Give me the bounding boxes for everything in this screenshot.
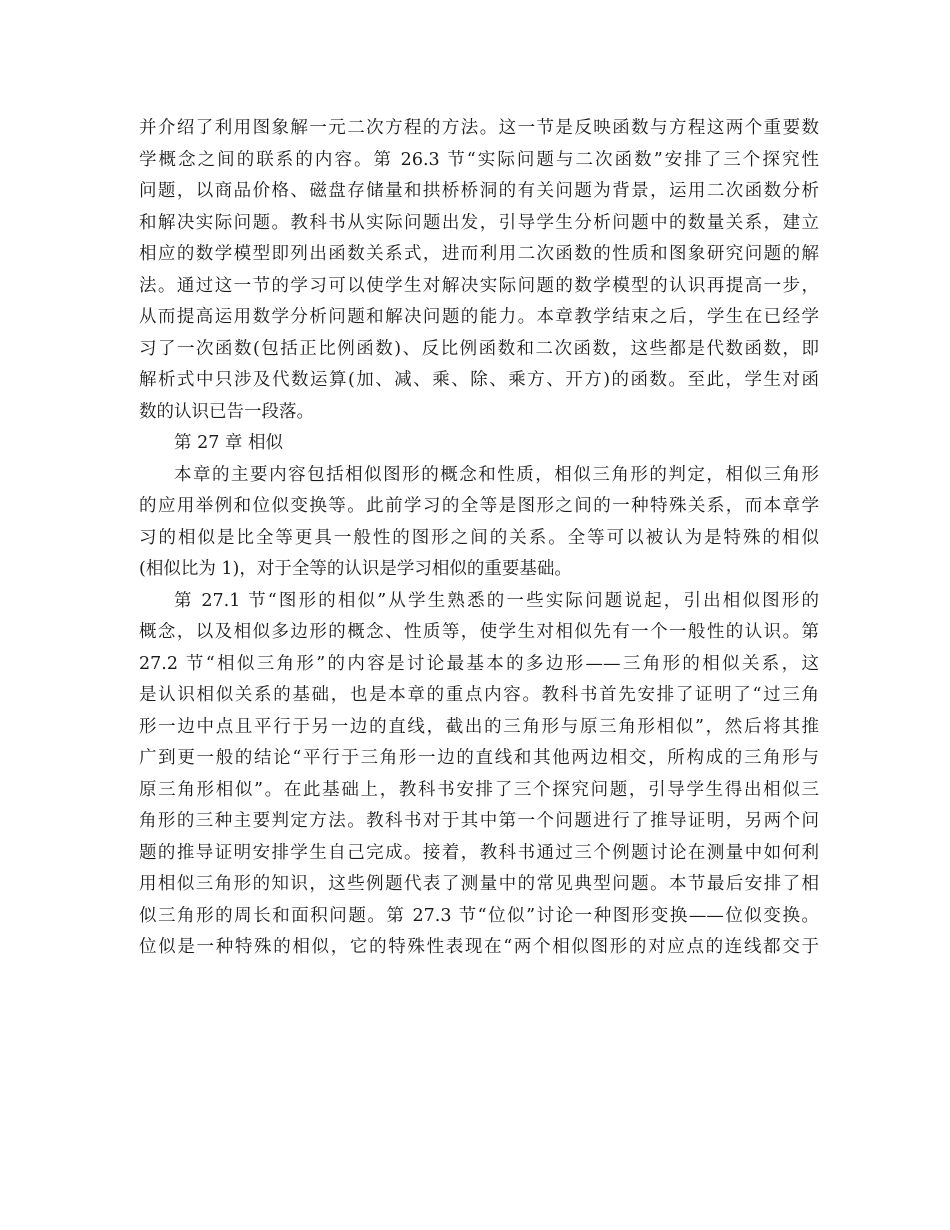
text-line: 27.2 节“相似三角形”的内容是讨论最基本的多边形——三角形的相似关系，这 <box>139 653 819 674</box>
text-line: 的应用举例和位似变换等。此前学习的全等是图形之间的一种特殊关系，而本章学 <box>139 496 819 516</box>
text-line: 和解决实际问题。教科书从实际问题出发，引导学生分析问题中的数量关系，建立 <box>139 212 819 233</box>
text-line: 解析式中只涉及代数运算(加、减、乘、除、乘方、开方)的函数。至此，学生对函 <box>139 370 819 390</box>
text-line: 学概念之间的联系的内容。第 26.3 节“实际问题与二次函数”安排了三个探究性 <box>139 149 819 170</box>
text-line: 似三角形的周长和面积问题。第 27.3 节“位似”讨论一种图形变换——位似变换。 <box>139 905 819 926</box>
text-line: 第 27.1 节“图形的相似”从学生熟悉的一些实际问题说起，引出相似图形的 <box>174 590 819 611</box>
text-line: 习了一次函数(包括正比例函数)、反比例函数和二次函数，这些都是代数函数，即 <box>139 338 819 359</box>
chapter-heading: 第 27 章 相似 <box>174 433 283 453</box>
text-line: 是认识相似关系的基础，也是本章的重点内容。教科书首先安排了证明了“过三角 <box>139 685 819 705</box>
text-line: 原三角形相似”。在此基础上，教科书安排了三个探究问题，引导学生得出相似三 <box>139 779 819 800</box>
text-line: 法。通过这一节的学习可以使学生对解决实际问题的数学模型的认识再提高一步， <box>139 275 819 296</box>
text-line: 数的认识已告一段落。 <box>139 401 314 422</box>
text-line: 题的推导证明安排学生自己完成。接着，教科书通过三个例题讨论在测量中如何利 <box>139 842 819 863</box>
text-line: 概念，以及相似多边形的概念、性质等，使学生对相似先有一个一般性的认识。第 <box>139 622 819 642</box>
text-line: 问题，以商品价格、磁盘存储量和拱桥桥洞的有关问题为背景，运用二次函数分析 <box>139 181 819 201</box>
text-line: (相似比为 1)，对于全等的认识是学习相似的重要基础。 <box>139 559 572 579</box>
text-line: 从而提高运用数学分析问题和解决问题的能力。本章教学结束之后，学生在已经学 <box>139 307 819 327</box>
text-line: 广到更一般的结论“平行于三角形一边的直线和其他两边相交，所构成的三角形与 <box>139 748 819 768</box>
text-line: 位似是一种特殊的相似，它的特殊性表现在“两个相似图形的对应点的连线都交于 <box>139 937 819 957</box>
document-page <box>139 113 819 964</box>
text-line: 习的相似是比全等更具一般性的图形之间的关系。全等可以被认为是特殊的相似 <box>139 527 819 548</box>
text-line: 并介绍了利用图象解一元二次方程的方法。这一节是反映函数与方程这两个重要数 <box>139 118 819 138</box>
text-line: 相应的数学模型即列出函数关系式，进而利用二次函数的性质和图象研究问题的解 <box>139 244 819 264</box>
text-line: 本章的主要内容包括相似图形的概念和性质，相似三角形的判定，相似三角形 <box>174 464 819 485</box>
text-line: 角形的三种主要判定方法。教科书对于其中第一个问题进行了推导证明，另两个问 <box>139 811 819 831</box>
text-line: 用相似三角形的知识，这些例题代表了测量中的常见典型问题。本节最后安排了相 <box>139 874 819 894</box>
text-line: 形一边中点且平行于另一边的直线，截出的三角形与原三角形相似”，然后将其推 <box>139 716 819 737</box>
